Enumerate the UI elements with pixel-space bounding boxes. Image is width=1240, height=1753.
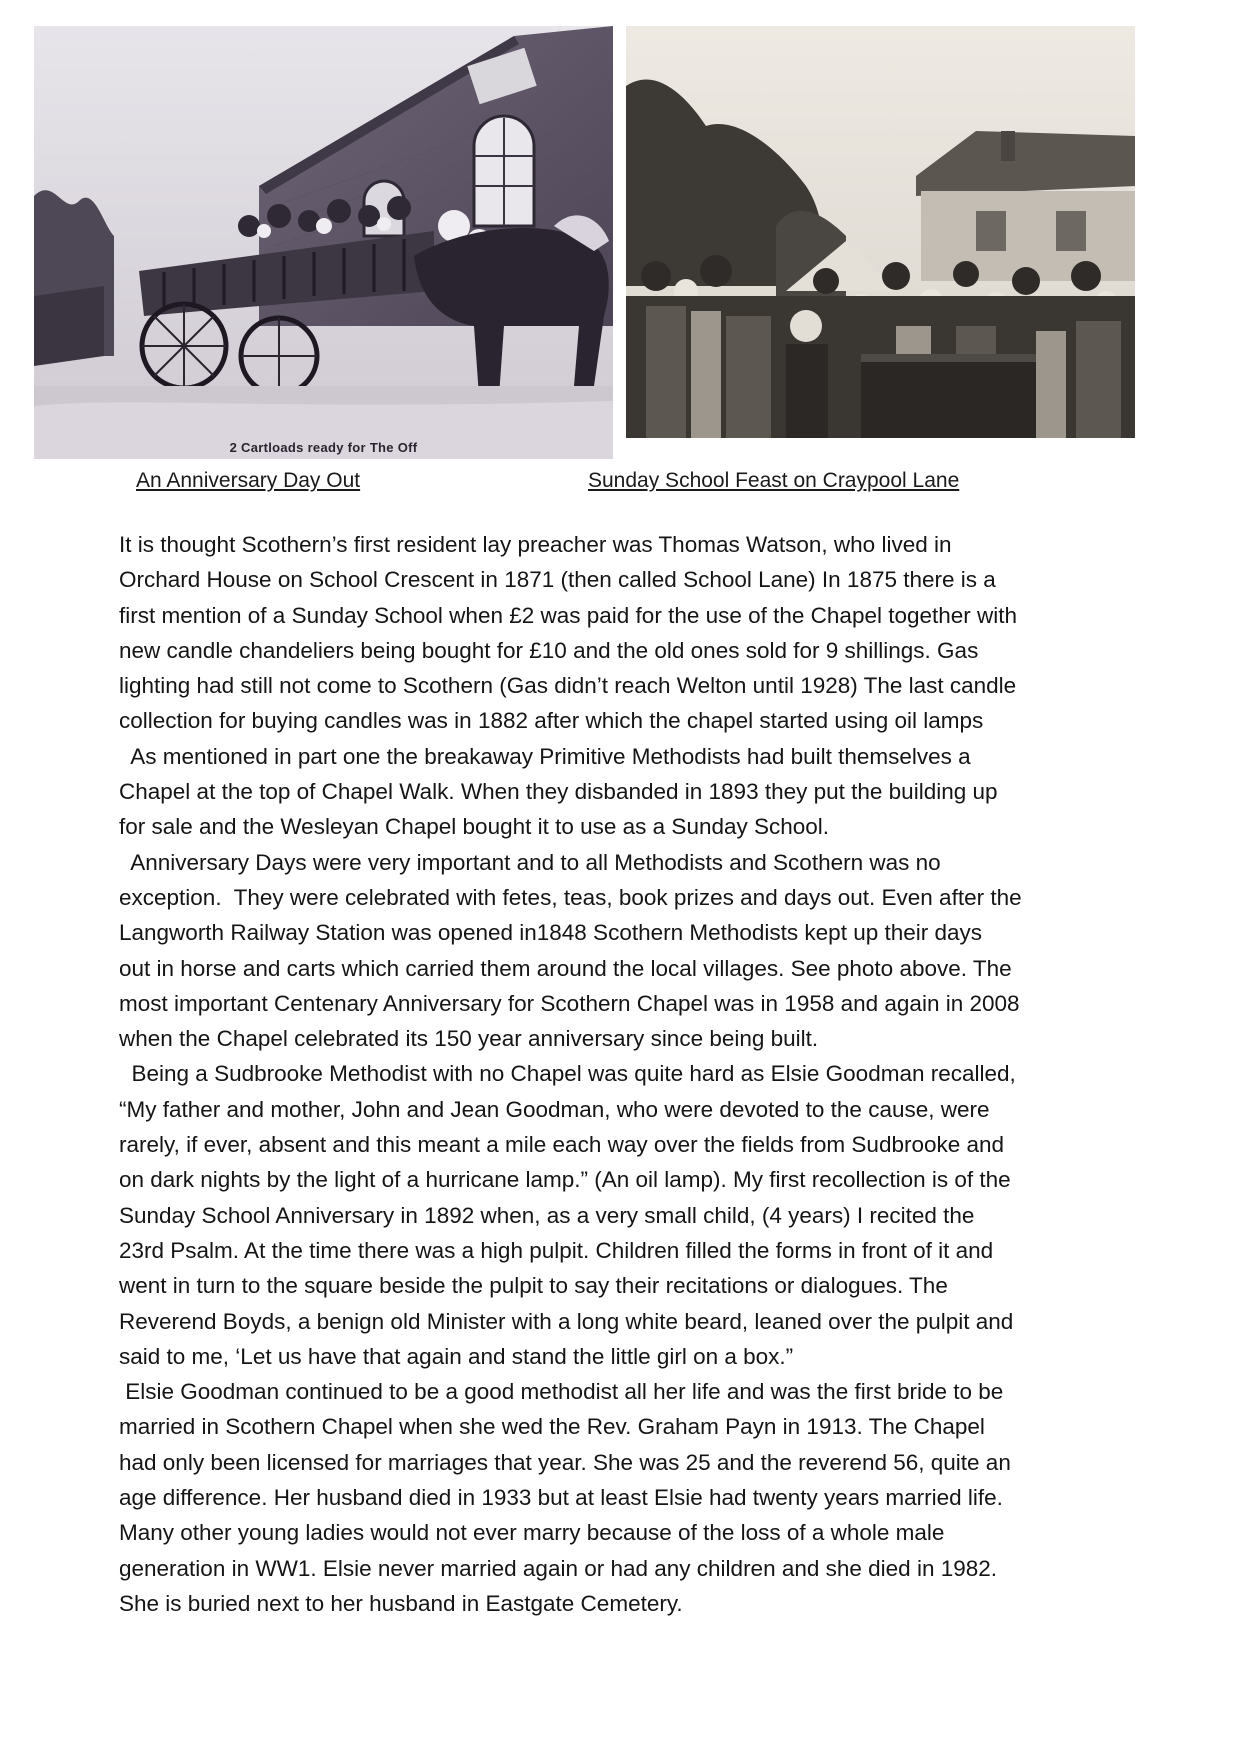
body-text-line: generation in WW1. Elsie never married again or had any children and she died in 1982. [119,1555,998,1581]
body-text-line: said to me, ‘Let us have that again and stand the little girl on a box.” [119,1343,794,1369]
cartloads-photo-illustration [34,26,613,459]
body-text-line: new candle chandeliers being bought for £10 and the old ones sold for 9 shillings. Gas [119,637,979,663]
body-text-line: out in horse and carts which carried them around the local villages. See photo above. The [119,955,1012,981]
body-text-line: Many other young ladies would not ever marry because of the loss of a whole male [119,1520,945,1546]
body-text-line: for sale and the Wesleyan Chapel bought it to use as a Sunday School. [119,814,830,840]
photo-anniversary-day-out [34,26,613,459]
body-text-line: Reverend Boyds, a benign old Minister with a long white beard, leaned over the pulpit and [119,1308,1014,1334]
body-text-line: collection for buying candles was in 1882 after which the chapel started using oil lamps [119,708,984,734]
body-text-line: first mention of a Sunday School when £2 was paid for the use of the Chapel together with [119,602,1018,628]
photo-inscription: 2 Cartloads ready for The Off [229,440,418,455]
caption-sunday-school-feast: Sunday School Feast on Craypool Lane [588,469,960,492]
body-text-line: Sunday School Anniversary in 1892 when, as a very small child, (4 years) I recited the [119,1202,975,1228]
body-text-line: It is thought Scothern’s first resident lay preacher was Thomas Watson, who lived in [119,532,952,557]
feast-photo-illustration [626,26,1135,438]
body-text-line: 23rd Psalm. At the time there was a high pulpit. Children filled the forms in front of it and [119,1237,994,1263]
body-text-line: “My father and mother, John and Jean Goodman, who were devoted to the cause, were [119,1096,990,1122]
body-text-line: had only been licensed for marriages that year. She was 25 and the reverend 56, quite an [119,1449,1011,1475]
caption-anniversary-day-out: An Anniversary Day Out [136,469,361,492]
body-text-line: went in turn to the square beside the pulpit to say their recitations or dialogues. The [119,1273,948,1299]
body-text-line: rarely, if ever, absent and this meant a mile each way over the fields from Sudbrooke and [119,1132,1005,1158]
body-text [119,527,1139,1621]
body-text-line: She is buried next to her husband in Eastgate Cemetery. [119,1590,683,1616]
body-text-line: Being a Sudbrooke Methodist with no Chapel was quite hard as Elsie Goodman recalled, [119,1061,1016,1087]
body-text-line: married in Scothern Chapel when she wed the Rev. Graham Payn in 1913. The Chapel [119,1414,985,1440]
body-text-line: Orchard House on School Crescent in 1871 (then called School Lane) In 1875 there is a [119,567,996,593]
body-text-line: when the Chapel celebrated its 150 year anniversary since being built. [119,1026,819,1052]
body-text-line: exception. They were celebrated with fetes, teas, book prizes and days out. Even after the [119,884,1022,910]
body-text-line: age difference. Her husband died in 1933 but at least Elsie had twenty years married life. [119,1485,1003,1511]
body-text-line: most important Centenary Anniversary for Scothern Chapel was in 1958 and again in 2008 [119,990,1020,1016]
body-text-line: Chapel at the top of Chapel Walk. When they disbanded in 1893 they put the building up [119,779,998,805]
body-text-line: Anniversary Days were very important and to all Methodists and Scothern was no [119,849,941,875]
body-text-line: on dark nights by the light of a hurricane lamp.” (An oil lamp). My first recollection is of the [119,1167,1011,1193]
body-text-line: lighting had still not come to Scothern (Gas didn’t reach Welton until 1928) The last candle [119,673,1017,699]
body-text-line: Langworth Railway Station was opened in1848 Scothern Methodists kept up their days [119,920,983,946]
photo-sunday-school-feast [626,26,1135,438]
body-text-line: Elsie Goodman continued to be a good methodist all her life and was the first bride to be [119,1379,1004,1405]
body-text-line: As mentioned in part one the breakaway Primitive Methodists had built themselves a [119,743,971,769]
